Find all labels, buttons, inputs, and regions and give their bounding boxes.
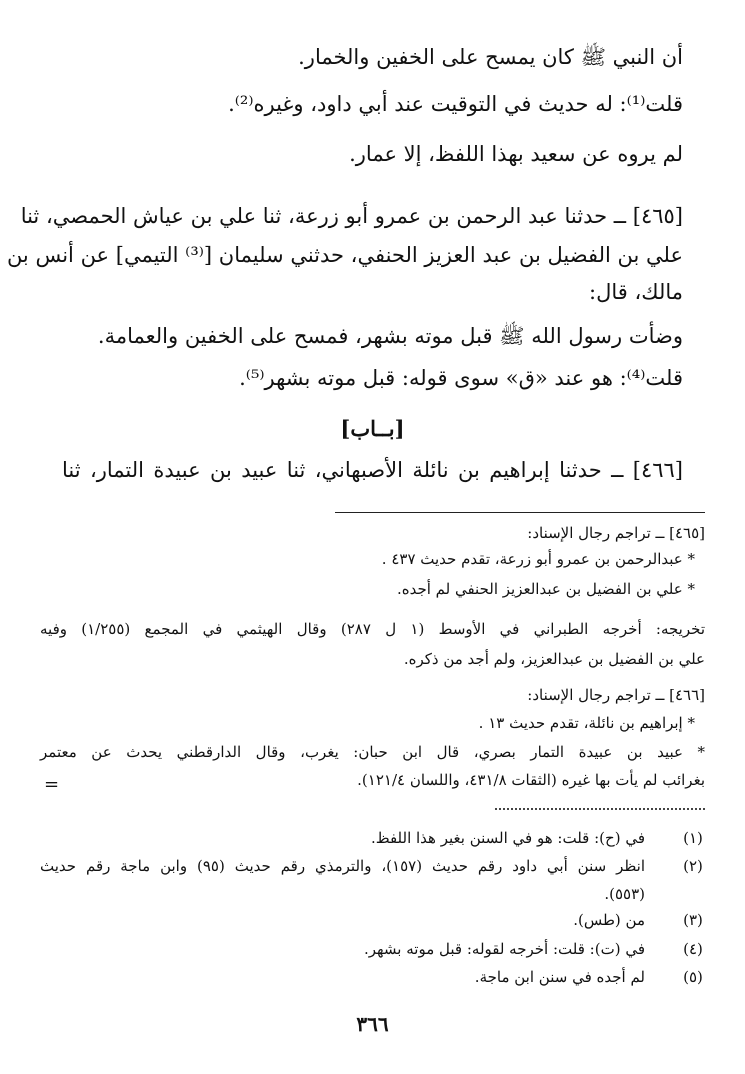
footnote-number: (٣) xyxy=(683,911,703,929)
note-line-6: [٤٦٦] ــ تراجم رجال الإسناد: xyxy=(527,686,705,704)
footnote-number: (١) xyxy=(683,829,703,847)
footnote-number: (٤) xyxy=(683,940,703,958)
main-line-1: أن النبي ﷺ كان يمسح على الخفين والخمار. xyxy=(298,45,683,69)
footnote-text: (٥٥٣). xyxy=(604,885,645,903)
footnote-text: في (ت): قلت: أخرجه لقوله: قبل موته بشهر. xyxy=(363,940,645,958)
footnote-number: (٢) xyxy=(683,857,703,875)
note-line-4: تخريجه: أخرجه الطبراني في الأوسط (١ ل ٢٨٧) وقال الهيثمي في المجمع (١/٢٥٥) وفيه xyxy=(40,620,705,638)
main-line-4: [٤٦٥] ــ حدثنا عبد الرحمن بن عمرو أبو زرعة، ثنا علي بن عياش الحمصي، ثنا xyxy=(20,204,683,228)
note-line-2: * عبدالرحمن بن عمرو أبو زرعة، تقدم حديث ٤٣٧ . xyxy=(381,550,695,568)
footnotes-divider xyxy=(495,808,705,810)
note-line-3: * علي بن الفضيل بن عبدالعزيز الحنفي لم أجده. xyxy=(396,580,695,598)
footnote-text: انظر سنن أبي داود رقم حديث (١٥٧)، والترمذي رقم حديث (٩٥) وابن ماجة رقم حديث xyxy=(40,857,646,875)
main-line-7: وضأت رسول الله ﷺ قبل موته بشهر، فمسح على الخفين والعمامة. xyxy=(97,324,683,348)
note-line-7: * إبراهيم بن نائلة، تقدم حديث ١٣ . xyxy=(478,714,695,732)
footnote-text: في (ح): قلت: هو في السنن بغير هذا اللفظ. xyxy=(370,829,645,847)
main-line-10: [٤٦٦] ــ حدثنا إبراهيم بن نائلة الأصبهاني، ثنا عبيد بن عبيدة التمار، ثنا xyxy=(62,458,683,482)
main-line-6: مالك، قال: xyxy=(589,280,683,304)
main-line-8: قلت⁽⁴⁾: هو عند «ق» سوى قوله: قبل موته بشهر⁽⁵⁾. xyxy=(239,366,683,390)
note-line-9: بغرائب لم يأت بها غيره (الثقات ٤٣١/٨، واللسان ١٢١/٤). xyxy=(357,771,705,789)
footnote-number: (٥) xyxy=(683,968,703,986)
margin-mark: = xyxy=(44,774,60,795)
main-line-3: لم يروه عن سعيد بهذا اللفظ، إلا عمار. xyxy=(349,142,683,166)
note-line-5: علي بن الفضيل بن عبدالعزيز، ولم أجد من ذكره. xyxy=(403,650,705,668)
footnote-text: لم أجده في سنن ابن ماجة. xyxy=(474,968,645,986)
footnote-text: من (طس). xyxy=(573,911,645,929)
notes-divider xyxy=(335,512,705,513)
note-line-8: * عبيد بن عبيدة التمار بصري، قال ابن حبان: يغرب، وقال الدارقطني يحدث عن معتمر xyxy=(40,743,705,761)
main-line-5: علي بن الفضيل بن عبد العزيز الحنفي، حدثني سليمان [⁽³⁾ التيمي] عن أنس بن xyxy=(6,243,683,267)
main-line-2: قلت⁽¹⁾: له حديث في التوقيت عند أبي داود، وغيره⁽²⁾. xyxy=(228,92,683,116)
note-line-1: [٤٦٥] ــ تراجم رجال الإسناد: xyxy=(527,524,705,542)
section-heading: [بــاب] xyxy=(340,416,405,441)
page-number: ٣٦٦ xyxy=(356,1012,389,1036)
